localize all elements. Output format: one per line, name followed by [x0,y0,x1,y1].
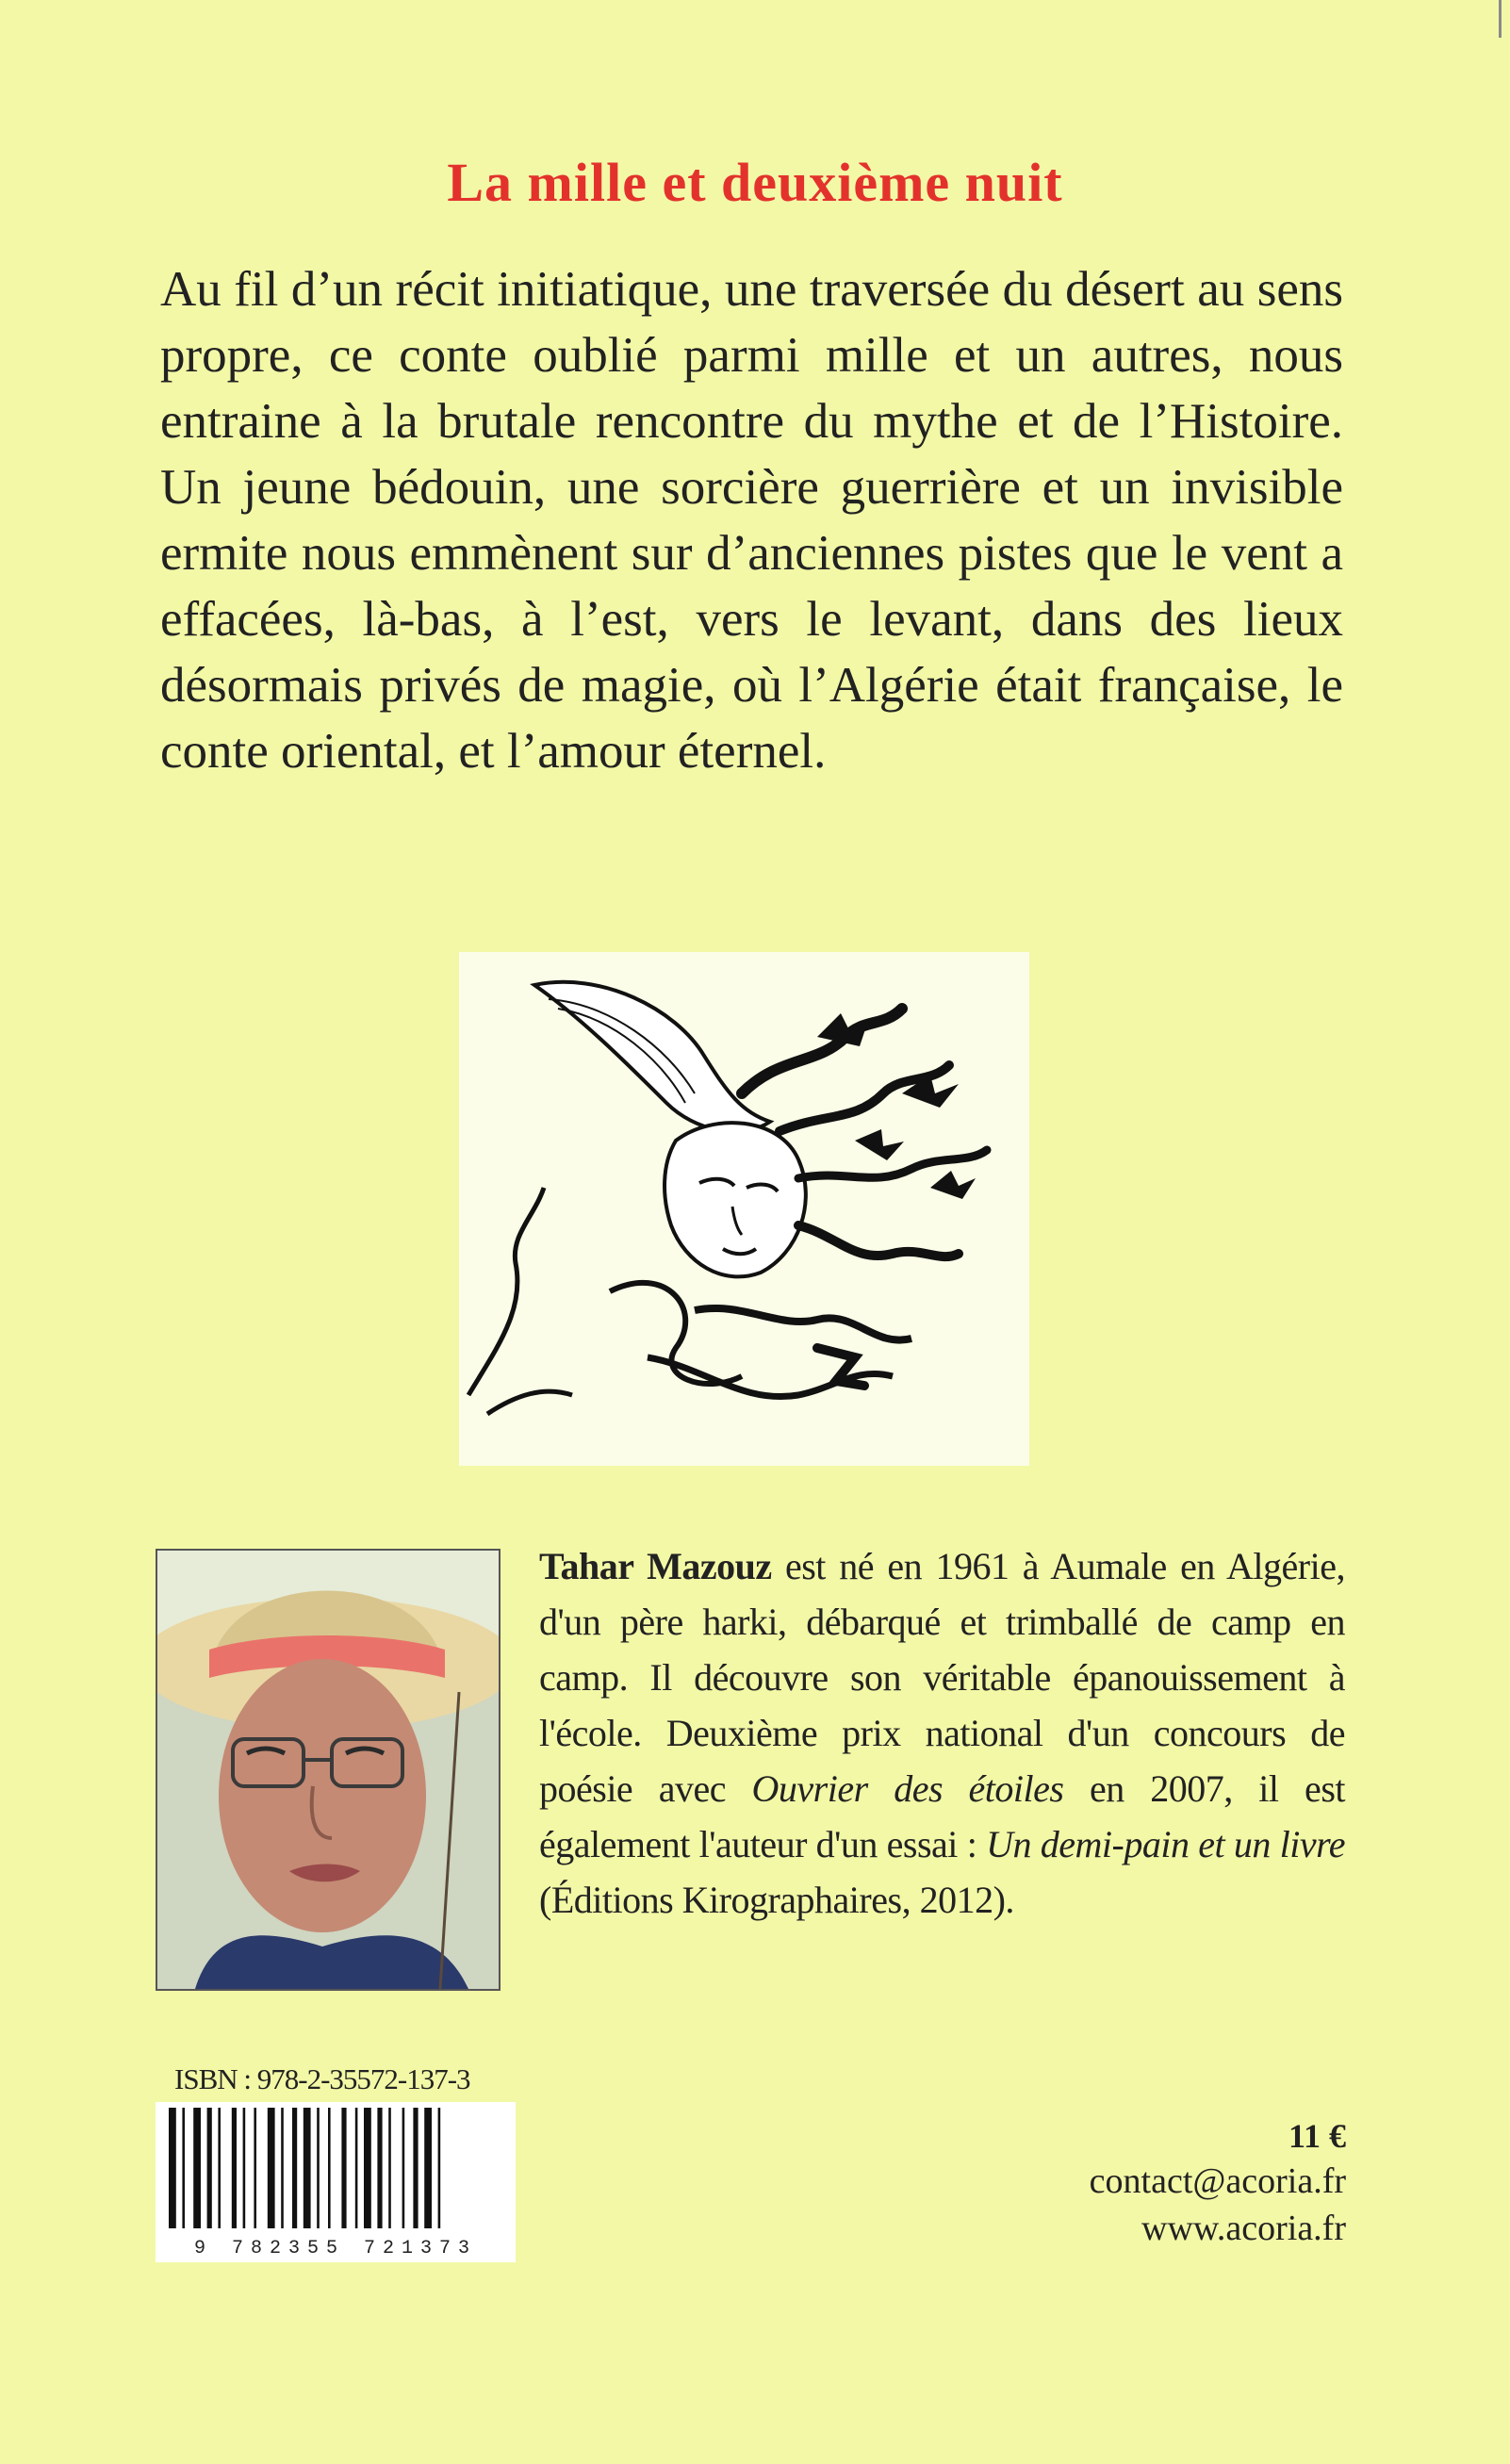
barcode-digits: 9 782355 721373 [193,2238,478,2259]
author-bio [539,1538,1345,1928]
barcode-bar [388,2108,391,2228]
barcode-bar [182,2108,185,2228]
book-blurb: Au fil d’un récit initiatique, une traversée du désert au sens propre, ce conte oublié parmi mille et un autres, nous entraine à la brutale rencontre du mythe et de l’Histoire. Un jeune bédouin, une sorcière guerrière et un invisible ermite nous emmènent sur d’anciennes pistes que le vent a effacées, là-bas, à l’est, vers le levant, dans des lieux désormais privés de magie, où l’Algérie était française, le conte oriental, et l’amour éternel. [160,262,1343,779]
cover-illustration [459,952,1029,1466]
bio-text-1: est né en 1961 à Aumale en Algérie, d'un père harki, débarqué et trimballé de camp en camp. Il découvre son véritable épanouissement à l'école. Deuxième prix national d'un concours de poésie avec [539,1545,1345,1810]
barcode-bar [328,2108,331,2228]
barcode-bar [438,2108,441,2228]
barcode-bar [281,2108,284,2228]
barcode-bar [292,2108,297,2228]
author-name: Tahar Mazouz [539,1545,772,1587]
edge-mark [1499,0,1502,38]
isbn-barcode [156,2102,516,2262]
barcode-bar [364,2108,371,2228]
barcode-bar [402,2108,405,2228]
barcode-bar [355,2108,358,2228]
barcode-bar [377,2108,382,2228]
barcode-bar [232,2108,237,2228]
barcode-bar [317,2108,320,2228]
barcode-bar [243,2108,246,2228]
barcode-bar [304,2108,311,2228]
barcode-bar [169,2108,176,2228]
barcode-bar [341,2108,346,2228]
price: 11 € [1288,2117,1346,2155]
website-url: www.acoria.fr [1141,2209,1346,2248]
barcode-bar [268,2108,275,2228]
bio-work-title-2: Un demi-pain et un livre [986,1823,1345,1865]
barcode-bar [424,2108,432,2228]
bio-work-title-1: Ouvrier des étoiles [751,1767,1064,1810]
barcode-bar [193,2108,201,2228]
author-photo [156,1549,501,1991]
contact-email: contact@acoria.fr [1089,2161,1346,2201]
barcode-bar [207,2108,212,2228]
bio-text-3: (Éditions Kirographaires, 2012). [539,1879,1014,1921]
bio-text-2: en 2007, il est également l'auteur d'un essai : [539,1767,1345,1865]
book-title: La mille et deuxième nuit [447,152,1063,213]
barcode-bar [218,2108,221,2228]
barcode-bar [413,2108,418,2228]
barcode-bar [254,2108,256,2228]
isbn-label: ISBN : 978-2-35572-137-3 [174,2062,470,2095]
